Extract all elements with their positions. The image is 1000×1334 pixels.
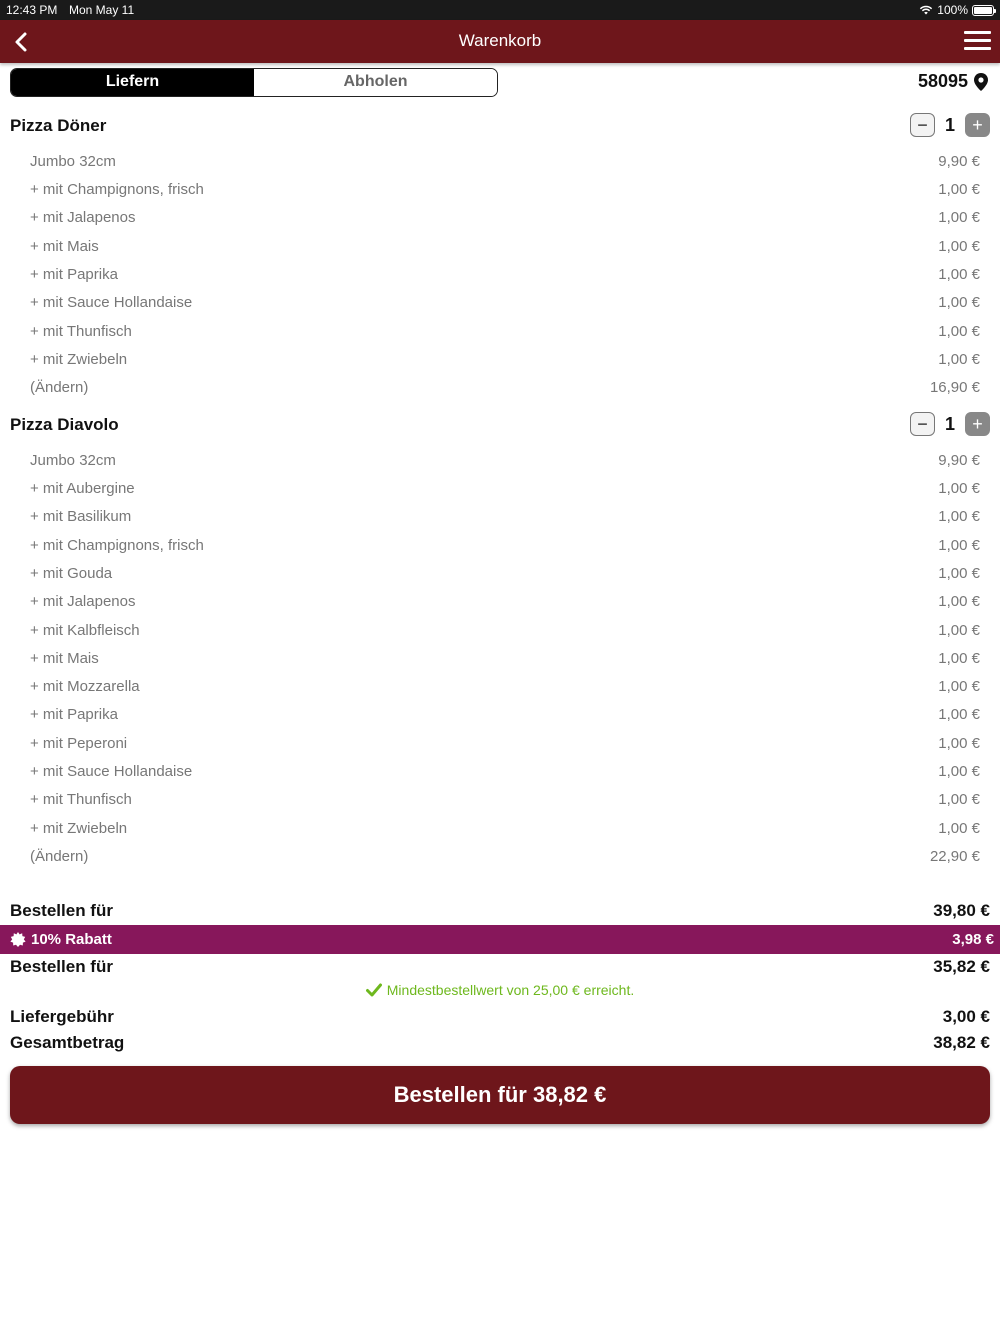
cart-line [30, 506, 980, 528]
edit-item-link[interactable]: (Ändern) [30, 379, 89, 396]
quantity-value: 1 [945, 413, 956, 434]
status-bar [0, 0, 1000, 20]
line-price: 1,00 € [938, 480, 980, 497]
line-label: + mit Aubergine [30, 480, 135, 497]
line-label: + mit Jalapenos [30, 593, 136, 610]
line-price: 1,00 € [938, 508, 980, 525]
discounted-subtotal-label: Bestellen für [10, 957, 113, 976]
line-price: 1,00 € [938, 266, 980, 283]
line-label: + mit Thunfisch [30, 791, 132, 808]
line-price: 1,00 € [938, 351, 980, 368]
line-price: 9,90 € [938, 452, 980, 469]
discount-banner [0, 925, 1000, 954]
cart-line [30, 264, 980, 286]
cart-line [30, 676, 980, 698]
cart-line-edit[interactable] [30, 846, 980, 868]
cart-line [30, 535, 980, 557]
cart-item-name: Pizza Döner [10, 116, 107, 135]
line-label: + mit Zwiebeln [30, 820, 128, 837]
quantity-value: 1 [945, 114, 956, 135]
status-time: 12:43 PM [6, 3, 58, 17]
line-label: + mit Sauce Hollandaise [30, 294, 193, 311]
delivery-fee-label: Liefergebühr [10, 1007, 114, 1026]
subtotal-value: 39,80 € [933, 901, 990, 920]
line-price: 1,00 € [938, 181, 980, 198]
line-price: 1,00 € [938, 537, 980, 554]
line-price: 1,00 € [938, 820, 980, 837]
cart-line [30, 207, 980, 229]
item-total-price: 22,90 € [929, 848, 980, 865]
line-price: 1,00 € [938, 791, 980, 808]
battery-percent: 100% [937, 3, 968, 17]
line-price: 1,00 € [938, 763, 980, 780]
subtotal-row [10, 899, 990, 923]
discount-label-wrap [10, 931, 112, 948]
increase-quantity-button[interactable]: + [965, 113, 990, 137]
cart-item-header [10, 113, 990, 141]
line-label: + mit Champignons, frisch [30, 537, 204, 554]
discount-value: 3,98 € [952, 931, 994, 948]
cart-line [30, 563, 980, 585]
discounted-subtotal-row [10, 955, 990, 979]
status-date: Mon May 11 [69, 3, 135, 17]
item-total-price: 16,90 € [929, 379, 980, 396]
cart-line [30, 620, 980, 642]
line-price: 1,00 € [938, 593, 980, 610]
cart-line [30, 648, 980, 670]
cart-line [30, 292, 980, 314]
decrease-quantity-button[interactable]: − [910, 113, 935, 137]
cart-line [30, 818, 980, 840]
nav-bar [0, 20, 1000, 63]
line-label: + mit Mais [30, 650, 99, 667]
line-price: 1,00 € [938, 735, 980, 752]
line-price: 1,00 € [938, 238, 980, 255]
line-label: + mit Champignons, frisch [30, 181, 204, 198]
line-price: 9,90 € [938, 153, 980, 170]
line-label: + mit Zwiebeln [30, 351, 128, 368]
line-label: + mit Basilikum [30, 508, 132, 525]
line-label: + mit Thunfisch [30, 323, 132, 340]
location-pin-icon [974, 73, 988, 91]
line-label: Jumbo 32cm [30, 153, 116, 170]
discount-badge-icon [10, 932, 26, 948]
line-label: + mit Mais [30, 238, 99, 255]
cart-line [30, 321, 980, 343]
line-label: + mit Paprika [30, 266, 118, 283]
line-price: 1,00 € [938, 209, 980, 226]
discount-label: 10% Rabatt [31, 931, 112, 948]
delivery-fee-value: 3,00 € [942, 1007, 990, 1026]
hamburger-menu-icon[interactable] [964, 31, 991, 51]
line-label: + mit Peperoni [30, 735, 128, 752]
quantity-stepper [910, 113, 990, 137]
cart-line [30, 761, 980, 783]
line-label: + mit Kalbfleisch [30, 622, 140, 639]
total-label: Gesamtbetrag [10, 1033, 125, 1052]
line-price: 1,00 € [938, 650, 980, 667]
delivery-zip[interactable] [918, 71, 988, 92]
total-value: 38,82 € [933, 1033, 990, 1052]
cart-line [30, 733, 980, 755]
cart-line [30, 478, 980, 500]
line-label: + mit Sauce Hollandaise [30, 763, 193, 780]
cart-item-header [10, 412, 990, 440]
line-price: 1,00 € [938, 323, 980, 340]
line-price: 1,00 € [938, 294, 980, 311]
increase-quantity-button[interactable]: + [965, 412, 990, 436]
minimum-order-text: Mindestbestellwert von 25,00 € erreicht. [386, 982, 635, 998]
tab-abholen[interactable]: Abholen [254, 69, 497, 96]
cart-line [30, 450, 980, 472]
discounted-subtotal-value: 35,82 € [933, 957, 990, 976]
edit-item-link[interactable]: (Ändern) [30, 848, 89, 865]
line-label: + mit Paprika [30, 706, 118, 723]
cart-line [30, 349, 980, 371]
cart-line [30, 151, 980, 173]
cart-line [30, 179, 980, 201]
line-label: Jumbo 32cm [30, 452, 116, 469]
line-price: 1,00 € [938, 678, 980, 695]
line-price: 1,00 € [938, 706, 980, 723]
quantity-stepper [910, 412, 990, 436]
minimum-order-note [0, 982, 1000, 998]
subtotal-label: Bestellen für [10, 901, 113, 920]
cart-line [30, 704, 980, 726]
page-title: Warenkorb [458, 31, 542, 50]
line-price: 1,00 € [938, 622, 980, 639]
cart-line [30, 789, 980, 811]
line-price: 1,00 € [938, 565, 980, 582]
cart-item-name: Pizza Diavolo [10, 415, 119, 434]
line-label: + mit Mozzarella [30, 678, 140, 695]
tab-liefern[interactable]: Liefern [11, 69, 254, 96]
line-label: + mit Jalapenos [30, 209, 136, 226]
status-right [919, 3, 994, 17]
cart-line-edit[interactable] [30, 377, 980, 399]
place-order-button[interactable]: Bestellen für 38,82 € [10, 1066, 990, 1124]
line-label: + mit Gouda [30, 565, 113, 582]
cart-line [30, 236, 980, 258]
battery-icon [972, 5, 994, 16]
zip-code: 58095 [917, 71, 968, 91]
delivery-fee-row [10, 1005, 990, 1029]
wifi-icon [919, 5, 933, 15]
decrease-quantity-button[interactable]: − [910, 412, 935, 436]
cart-line [30, 591, 980, 613]
delivery-mode-toggle [10, 68, 498, 97]
checkmark-icon [366, 983, 382, 997]
total-row [10, 1031, 990, 1055]
